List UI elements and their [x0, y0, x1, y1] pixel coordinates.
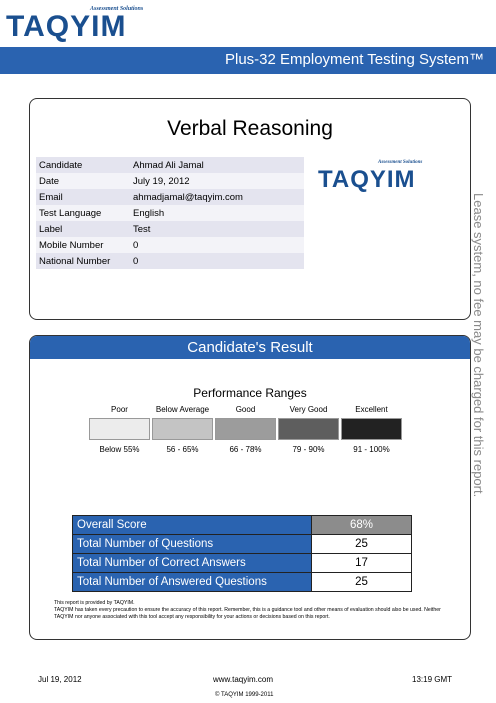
result-heading: Candidate's Result [30, 336, 470, 359]
score-value: 25 [312, 573, 412, 592]
info-value: July 19, 2012 [130, 173, 304, 189]
info-label: Candidate [36, 157, 130, 173]
range-label: Below Average [155, 405, 210, 414]
range-swatch [89, 418, 150, 440]
system-title: Plus-32 Employment Testing System™ [225, 51, 484, 68]
info-value: 0 [130, 237, 304, 253]
info-label: Test Language [36, 205, 130, 221]
taqyim-logo [6, 4, 176, 44]
info-row [36, 221, 304, 237]
score-row [73, 554, 412, 573]
candidate-info-table [36, 157, 304, 269]
score-row [73, 516, 412, 535]
range-excellent [341, 405, 402, 454]
info-label: Mobile Number [36, 237, 130, 253]
info-label: Email [36, 189, 130, 205]
range-good [215, 405, 276, 454]
score-table [72, 515, 412, 592]
performance-ranges-title: Performance Ranges [193, 386, 307, 400]
footer-copyright: © TAQYIM 1999-2011 [215, 692, 274, 698]
info-row [36, 173, 304, 189]
range-swatch [341, 418, 402, 440]
score-label: Total Number of Correct Answers [73, 554, 312, 573]
info-value: ahmadjamal@taqyim.com [130, 189, 304, 205]
footer-time: 13:19 GMT [412, 675, 453, 684]
range-poor [89, 405, 150, 454]
range-label: Very Good [289, 405, 328, 414]
range-percent: 79 - 90% [292, 445, 325, 454]
range-percent: 66 - 78% [229, 445, 262, 454]
info-row [36, 237, 304, 253]
score-row [73, 573, 412, 592]
info-value: Test [130, 221, 304, 237]
info-label: Label [36, 221, 130, 237]
report-info-card [29, 98, 471, 320]
range-swatch [278, 418, 339, 440]
score-label: Overall Score [73, 516, 312, 535]
range-below-average [152, 405, 213, 454]
footer-date: Jul 19, 2012 [38, 675, 82, 684]
info-label: Date [36, 173, 130, 189]
footer-website-link[interactable]: www.taqyim.com [213, 675, 274, 684]
score-label: Total Number of Questions [73, 535, 312, 554]
info-row [36, 189, 304, 205]
taqyim-logo-secondary [318, 161, 458, 193]
info-value: 0 [130, 253, 304, 269]
score-row [73, 535, 412, 554]
info-value: English [130, 205, 304, 221]
header-bar [0, 47, 496, 74]
range-label: Good [235, 405, 256, 414]
disclaimer [54, 600, 454, 621]
score-value: 25 [312, 535, 412, 554]
score-value: 68% [312, 516, 412, 535]
candidate-result-card [29, 335, 471, 640]
range-percent: Below 55% [99, 445, 140, 454]
disclaimer-line-2: TAQYIM has taken every precaution to ensure the accuracy of this report. Remember, this is a guidance tool and other means of evaluation should also be used. Neither TAQYIM nor anyone associated with this tool accept any responsibility for your actions or decisions based on this report. [54, 607, 441, 620]
info-row [36, 253, 304, 269]
range-very-good [278, 405, 339, 454]
info-row [36, 157, 304, 173]
side-notice: Lease system, no fee may be charged for this report. [471, 193, 486, 498]
range-percent: 91 - 100% [353, 445, 390, 454]
info-row [36, 205, 304, 221]
disclaimer-line-1: This report is provided by TAQYIM. [54, 600, 135, 606]
range-label: Excellent [355, 405, 388, 414]
range-swatch [215, 418, 276, 440]
info-value: Ahmad Ali Jamal [130, 157, 304, 173]
score-value: 17 [312, 554, 412, 573]
report-title: Verbal Reasoning [167, 117, 333, 140]
range-label: Poor [111, 405, 128, 414]
range-percent: 56 - 65% [166, 445, 199, 454]
logo-tagline: Assessment Solutions [90, 6, 144, 12]
score-label: Total Number of Answered Questions [73, 573, 312, 592]
range-swatch [152, 418, 213, 440]
info-label: National Number [36, 253, 130, 269]
logo-tagline: Assessment Solutions [378, 160, 423, 165]
logo-wordmark: TAQYIM [6, 10, 127, 43]
logo-wordmark: TAQYIM [318, 166, 416, 193]
